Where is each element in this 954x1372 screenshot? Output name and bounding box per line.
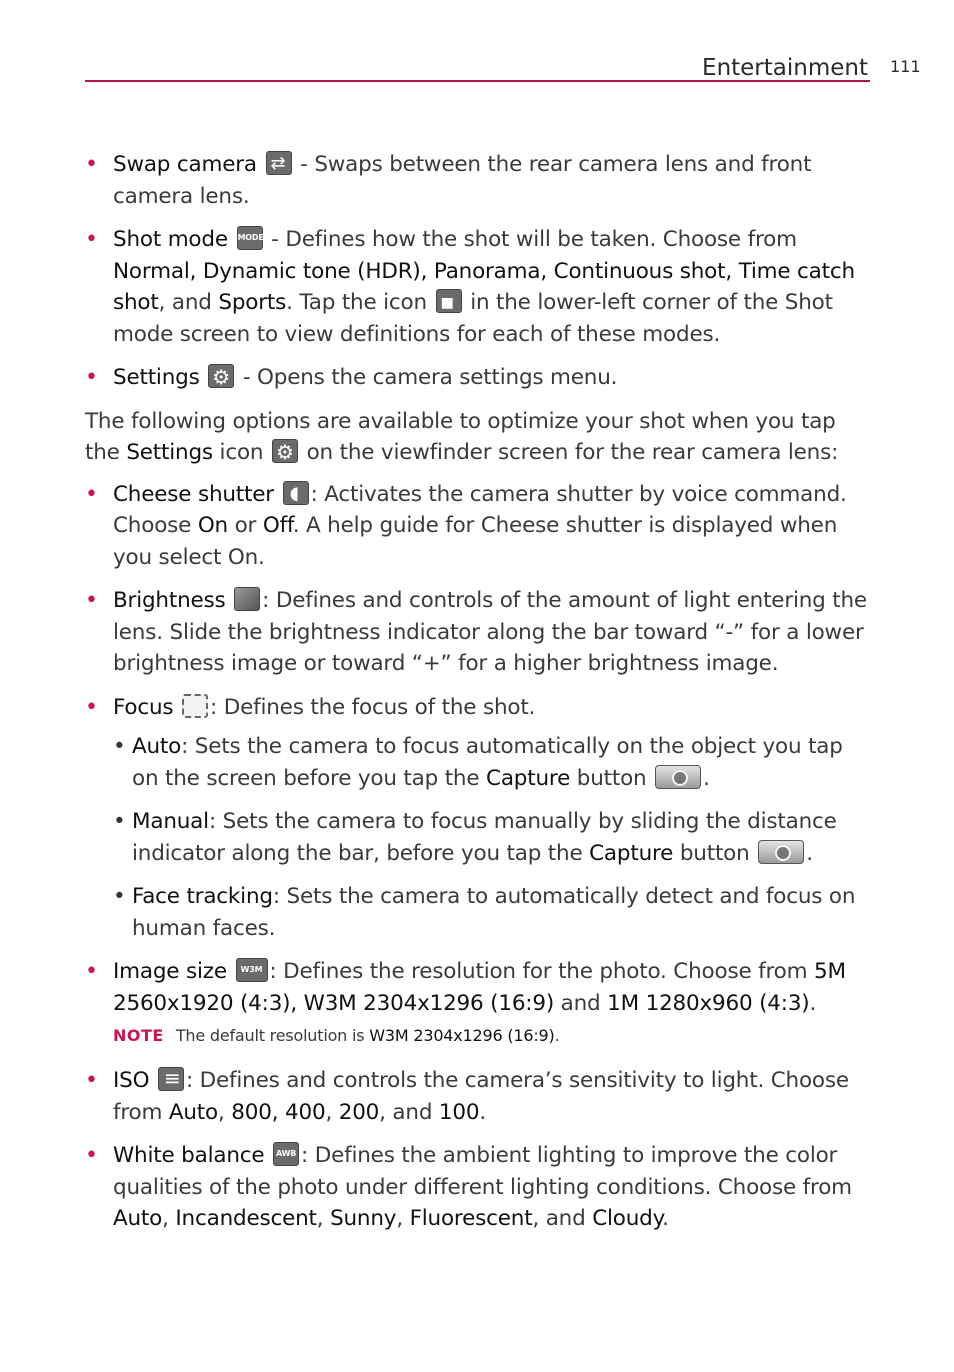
capture-button-icon <box>758 840 804 864</box>
wb-option: Auto <box>113 1206 163 1231</box>
item-text: . <box>809 990 817 1016</box>
item-keyword: Auto <box>132 734 182 759</box>
focus-icon <box>182 694 208 718</box>
voice-shutter-icon <box>283 481 309 505</box>
image-size-icon: W3M <box>236 958 268 982</box>
bullet-icon: • <box>85 959 98 984</box>
item-text: : Sets the camera to focus automatically on the object you tap on the screen before you tap the <box>132 734 843 791</box>
section-title: Entertainment <box>702 55 868 81</box>
item-text: , <box>396 1206 410 1231</box>
list-item-focus <box>85 692 875 724</box>
item-text: : Defines the focus of the shot. <box>210 694 536 720</box>
item-keyword: Swap camera <box>113 152 257 177</box>
item-text: - Swaps between the rear camera lens and front camera lens. <box>113 152 812 209</box>
list-item-settings <box>85 362 875 394</box>
sub-bullet-icon: • <box>113 809 126 834</box>
item-keyword: Face tracking <box>132 884 273 909</box>
resolution-option: 1M 1280x960 (4:3) <box>607 990 810 1016</box>
item-text: : Sets the camera to focus manually by sliding the distance indicator along the bar, before you tap the <box>132 809 837 866</box>
wb-option: Sunny <box>330 1206 397 1231</box>
white-balance-icon: AWB <box>273 1142 299 1166</box>
iso-option: 100 <box>438 1099 480 1125</box>
iso-icon <box>158 1067 184 1091</box>
iso-option: 200 <box>338 1099 380 1125</box>
item-keyword: Manual <box>132 809 209 834</box>
iso-option: Auto <box>168 1099 218 1125</box>
list-item-brightness <box>85 585 875 680</box>
sub-bullet-icon: • <box>113 884 126 909</box>
item-text: or <box>227 513 263 538</box>
settings-gear-icon <box>208 364 234 388</box>
wb-option: Fluorescent <box>409 1206 533 1231</box>
item-text: - Opens the camera settings menu. <box>236 365 618 390</box>
main-content <box>85 149 875 1247</box>
wb-option: Cloudy <box>592 1206 663 1231</box>
intro-text: The following options are available to optimize your shot when you tap the <box>85 408 836 465</box>
item-text: button <box>570 765 654 791</box>
item-text: in the lower-left corner of the Shot mode screen to view definitions for each of these modes. <box>113 290 833 347</box>
item-text: , <box>162 1206 176 1231</box>
note-label: NOTE <box>113 1026 164 1045</box>
intro-paragraph <box>85 406 875 469</box>
settings-gear-icon <box>272 439 298 463</box>
item-text: and <box>554 990 608 1016</box>
bullet-icon: • <box>85 481 98 507</box>
wb-option: Incandescent <box>175 1206 317 1231</box>
intro-text: icon <box>212 440 270 465</box>
page-number: 111 <box>890 57 921 76</box>
item-text: : Defines the resolution for the photo. Choose from <box>269 959 814 984</box>
list-item-white-balance <box>85 1140 875 1235</box>
bullet-icon: • <box>85 1143 98 1168</box>
swap-camera-icon <box>266 151 292 175</box>
shot-modes-list: Normal, Dynamic tone (HDR), Panorama, Continuous shot, Time catch shot <box>113 258 855 315</box>
sports-mode: Sports <box>218 290 287 315</box>
item-text: , and <box>379 1099 439 1125</box>
sub-item-manual <box>85 806 875 869</box>
note-box <box>85 1025 875 1047</box>
bullet-icon: • <box>85 588 98 613</box>
mode-help-icon <box>436 289 462 313</box>
item-keyword: ISO <box>113 1068 150 1093</box>
item-text: . <box>806 840 813 866</box>
item-text: , <box>218 1099 232 1125</box>
sub-bullet-icon: • <box>113 734 126 759</box>
item-keyword: Image size <box>113 959 227 984</box>
sub-item-auto <box>85 731 875 794</box>
capture-keyword: Capture <box>589 840 674 866</box>
item-text: . <box>662 1206 669 1231</box>
item-text: , and <box>158 290 219 315</box>
list-item-shot-mode <box>85 224 875 350</box>
bullet-icon: • <box>85 152 98 177</box>
shot-mode-icon: MODE <box>237 226 263 250</box>
brightness-icon <box>234 587 260 611</box>
item-text: : Defines and controls of the amount of light entering the lens. Slide the brightness indicator along the bar toward “-” for a lower brightness image or toward “+” for a higher brightness image. <box>113 588 867 676</box>
item-text: , <box>325 1099 339 1125</box>
item-text: . <box>479 1099 486 1125</box>
intro-text: on the viewfinder screen for the rear camera lens: <box>299 440 839 465</box>
note-text: The default resolution is <box>175 1026 370 1045</box>
page-header <box>85 52 870 82</box>
item-text: button <box>673 840 757 866</box>
note-text: . <box>554 1026 560 1045</box>
item-text: . Tap the icon <box>286 290 434 315</box>
item-keyword: Brightness <box>113 588 226 613</box>
bullet-icon: • <box>85 1068 98 1093</box>
list-item-cheese-shutter <box>85 479 875 574</box>
item-text: . <box>703 765 710 791</box>
item-text: , and <box>532 1206 593 1231</box>
intro-keyword: Settings <box>126 440 213 465</box>
item-text: : Defines and controls the camera’s sensitivity to light. Choose from <box>113 1068 849 1125</box>
iso-option: 800, 400 <box>231 1099 326 1125</box>
item-text: : Defines the ambient lighting to improve the color qualities of the photo under different lighting conditions. Choose from <box>113 1143 852 1200</box>
option-off: Off <box>262 513 293 538</box>
list-item-swap-camera <box>85 149 875 212</box>
bullet-icon: • <box>85 694 98 720</box>
note-keyword: W3M 2304x1296 (16:9) <box>369 1026 555 1045</box>
bullet-icon: • <box>85 227 98 252</box>
item-text: , <box>316 1206 331 1231</box>
item-text: . A help guide for Cheese shutter is displayed when you select On. <box>113 513 838 570</box>
sub-item-face-tracking <box>85 881 875 944</box>
resolution-options: 5M 2560x1920 (4:3), W3M 2304x1296 (16:9) <box>113 959 846 1016</box>
item-text: - Defines how the shot will be taken. Choose from <box>264 227 797 252</box>
item-keyword: Shot mode <box>113 227 228 252</box>
list-item-iso <box>85 1065 875 1128</box>
option-on: On <box>197 513 228 538</box>
list-item-image-size <box>85 956 875 1019</box>
item-keyword: Settings <box>113 365 200 390</box>
item-text: : Sets the camera to automatically detect and focus on human faces. <box>132 884 856 941</box>
capture-keyword: Capture <box>486 765 571 791</box>
item-text: : Activates the camera shutter by voice command. Choose <box>113 481 847 538</box>
bullet-icon: • <box>85 365 98 390</box>
capture-button-icon <box>655 765 701 789</box>
item-keyword: Cheese shutter <box>113 481 274 507</box>
item-keyword: Focus <box>113 694 174 720</box>
item-keyword: White balance <box>113 1143 265 1168</box>
